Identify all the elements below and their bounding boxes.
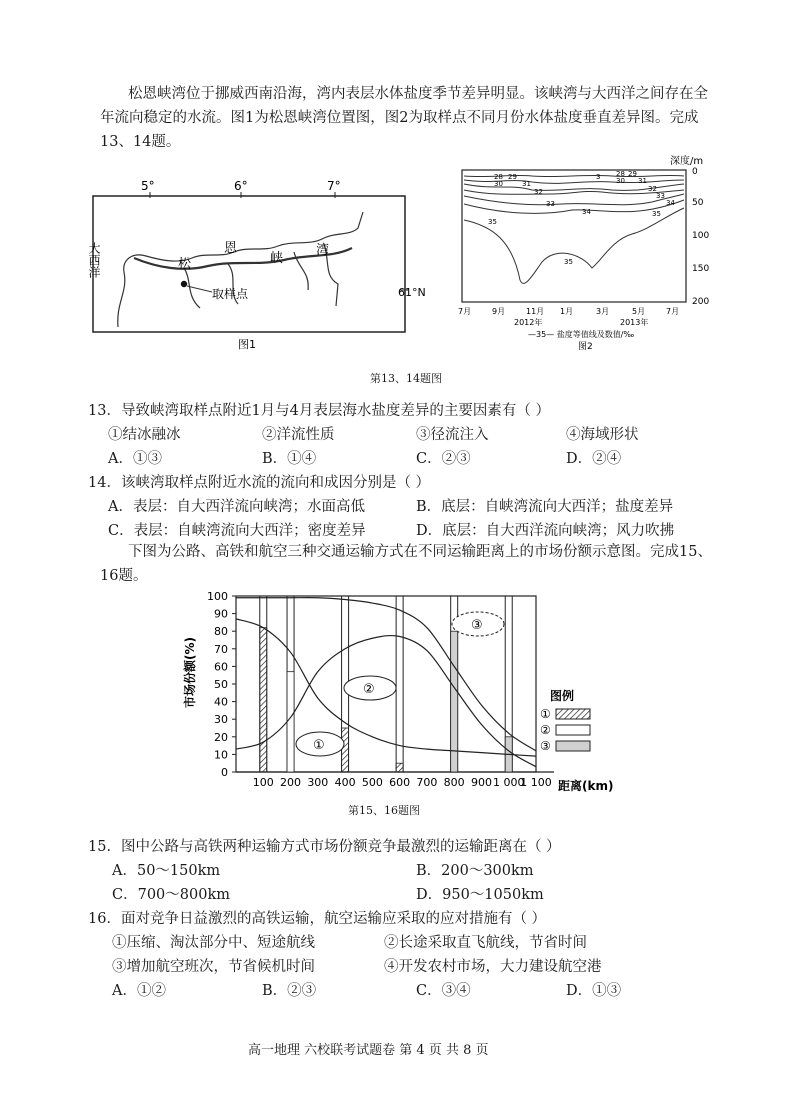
svg-text:5月: 5月 (632, 307, 646, 316)
month-ticks (458, 307, 679, 316)
svg-text:100: 100 (692, 231, 710, 241)
x-tick-label: 700 (416, 776, 438, 789)
q13-option-c[interactable]: C．②③ (416, 451, 471, 467)
q16-option-c[interactable]: C．③④ (416, 983, 471, 999)
y-axis-label: 市场份额(%) (183, 637, 197, 708)
q15-stem: 15．图中公路与高铁两种运输方式市场份额竞争最激烈的运输距离在（ ） (88, 839, 561, 855)
depth-ticks (692, 167, 709, 307)
q13-factor-3: ③径流注入 (416, 427, 489, 443)
figure-2-caption: 图2 (578, 342, 593, 352)
q13-stem: 13．导致峡湾取样点附近1月与4月表层海水盐度差异的主要因素有（ ） (88, 403, 551, 419)
q14-option-c[interactable]: C．表层：自峡湾流向大西洋；密度差异 (108, 523, 366, 539)
svg-text:30: 30 (494, 180, 503, 188)
y-tick-label: 50 (214, 678, 228, 691)
q16-option-b[interactable]: B．②③ (262, 983, 317, 999)
y-tick-label: 10 (214, 748, 228, 762)
svg-text:35: 35 (652, 210, 661, 218)
svg-text:③: ③ (471, 618, 483, 633)
svg-text:0: 0 (692, 167, 698, 177)
x-tick-label: 1 000 (492, 776, 525, 789)
figure-1-map (87, 172, 426, 352)
depth-axis-title: 深度/m (670, 156, 704, 167)
svg-text:3月: 3月 (596, 307, 610, 316)
year-label-2012: 2012年 (514, 318, 543, 327)
svg-text:35: 35 (564, 258, 573, 266)
q16-option-a[interactable]: A．①② (112, 983, 166, 999)
curve-label-3 (452, 612, 504, 636)
svg-text:①: ① (313, 738, 325, 753)
svg-text:32: 32 (648, 185, 657, 193)
q13-option-b[interactable]: B．①④ (262, 451, 317, 467)
intro-paragraph-13-14: 松恩峡湾位于挪威西南沿海，湾内表层水体盐度季节差异明显。该峡湾与大西洋之间存在全年流向稳定的水流。图1为松恩峡湾位置图，图2为取样点不同月份水体盐度垂直差异图。完成13、14题。 (100, 86, 708, 150)
svg-text:30: 30 (616, 177, 625, 185)
y-tick-label: 100 (207, 590, 228, 603)
svg-text:31: 31 (522, 180, 531, 188)
svg-text:9月: 9月 (492, 307, 506, 316)
svg-text:②: ② (540, 723, 551, 737)
q13-option-d[interactable]: D．②④ (566, 451, 622, 467)
svg-text:50: 50 (692, 198, 704, 208)
y-tick-label: 70 (214, 642, 228, 656)
svg-text:150: 150 (692, 264, 710, 274)
y-tick-label: 90 (214, 607, 228, 621)
svg-text:33: 33 (546, 200, 555, 208)
svg-text:①: ① (540, 707, 551, 721)
q15-option-a[interactable]: A．50～150km (112, 863, 221, 879)
curve-label-2 (344, 676, 396, 700)
svg-text:③: ③ (540, 739, 551, 753)
q13-factor-4: ④海域形状 (566, 427, 639, 443)
lon-label-5: 5° (141, 179, 155, 193)
curve-label-1 (296, 732, 344, 756)
svg-text:3: 3 (596, 173, 601, 181)
figure-1-caption: 图1 (238, 338, 256, 351)
bar (260, 628, 267, 772)
lon-label-7: 7° (327, 179, 341, 193)
x-tick-label: 800 (443, 776, 465, 789)
q16-option-d[interactable]: D．①③ (566, 983, 622, 999)
sample-point-marker (181, 281, 187, 287)
svg-text:200: 200 (692, 297, 710, 307)
y-tick-label: 60 (214, 660, 228, 674)
y-tick-label: 80 (214, 625, 228, 639)
q16-measure-1: ①压缩、淘汰部分中、短途航线 (112, 935, 315, 951)
lon-label-6: 6° (234, 179, 248, 193)
x-tick-label: 1 100 (520, 776, 552, 789)
q13-option-a[interactable]: A．①③ (108, 451, 162, 467)
svg-text:32: 32 (534, 188, 543, 196)
svg-text:图例: 图例 (550, 689, 575, 703)
svg-text:33: 33 (656, 192, 665, 200)
figure-2-salinity (452, 150, 727, 370)
q14-option-a[interactable]: A．表层：自大西洋流向峡湾；水面高低 (108, 499, 365, 515)
svg-text:②: ② (363, 682, 375, 697)
svg-text:11月: 11月 (526, 307, 545, 316)
market-share-chart (180, 588, 620, 798)
svg-text:34: 34 (582, 208, 591, 216)
q14-option-b[interactable]: B．底层：自峡湾流向大西洋；盐度差异 (416, 499, 674, 515)
x-tick-label: 900 (470, 776, 492, 789)
figure-caption-15-16: 第15、16题图 (348, 804, 420, 817)
svg-text:34: 34 (666, 199, 675, 207)
q16-measure-2: ②长途采取直飞航线，节省时间 (384, 935, 587, 951)
chart-legend (540, 688, 590, 753)
q13-factor-1: ①结冰融冰 (108, 427, 181, 443)
series-line (236, 636, 536, 767)
y-tick-label: 40 (214, 695, 228, 709)
q16-stem: 16．面对竞争日益激烈的高铁运输，航空运输应采取的应对措施有（ ） (88, 911, 547, 927)
q14-stem: 14．该峡湾取样点附近水流的流向和成因分别是（ ） (88, 475, 431, 491)
y-tick-label: 20 (214, 730, 228, 744)
y-tick-label: 0 (221, 766, 228, 779)
q15-option-b[interactable]: B．200～300km (416, 863, 534, 879)
q15-option-d[interactable]: D．950～1050km (416, 887, 544, 903)
sample-point-label: 取样点 (212, 287, 249, 301)
svg-text:7月: 7月 (458, 307, 472, 316)
page-footer: 高一地理 六校联考试题卷 第 4 页 共 8 页 (248, 1043, 489, 1058)
intro-paragraph-15-16: 下图为公路、高铁和航空三种交通运输方式在不同运输距离上的市场份额示意图。完成15、16题。 (100, 544, 712, 584)
lat-label: 61°N (398, 286, 426, 299)
x-tick-label: 100 (252, 776, 274, 789)
fjord-label-en: 恩 (224, 241, 238, 256)
x-tick-label: 400 (334, 776, 356, 789)
svg-text:29: 29 (508, 173, 517, 181)
svg-text:29: 29 (628, 170, 637, 178)
q16-measure-4: ④开发农村市场，大力建设航空港 (384, 959, 602, 975)
fjord-label-xia: 峡 (270, 251, 284, 266)
q13-factor-2: ②洋流性质 (262, 427, 335, 443)
q15-option-c[interactable]: C．700～800km (112, 887, 230, 903)
svg-text:35: 35 (488, 218, 497, 226)
fjord-label-wan: 湾 (316, 243, 330, 258)
figure-2-legend: —35— 盐度等值线及数值/‰ (528, 330, 635, 339)
svg-text:31: 31 (638, 177, 647, 185)
svg-text:28: 28 (494, 173, 503, 181)
svg-text:1月: 1月 (560, 307, 574, 316)
svg-text:28: 28 (616, 170, 625, 178)
x-tick-label: 500 (361, 776, 383, 789)
q14-option-d[interactable]: D．底层：自大西洋流向峡湾；风力吹拂 (416, 523, 675, 539)
x-tick-label: 200 (280, 776, 302, 789)
ocean-label-da: 大西洋 (87, 242, 101, 278)
y-tick-label: 30 (214, 713, 228, 727)
fjord-label-song: 松 (178, 257, 192, 272)
x-tick-label: 600 (389, 776, 411, 789)
q16-measure-3: ③增加航空班次，节省候机时间 (112, 959, 315, 975)
bar (396, 763, 403, 772)
figure-caption-13-14: 第13、14题图 (370, 372, 442, 385)
x-tick-label: 300 (307, 776, 329, 789)
year-label-2013: 2013年 (620, 318, 649, 327)
bar (342, 728, 349, 772)
svg-text:7月: 7月 (666, 307, 680, 316)
bar (287, 672, 294, 772)
x-axis-label: 距离(km) (558, 779, 614, 793)
